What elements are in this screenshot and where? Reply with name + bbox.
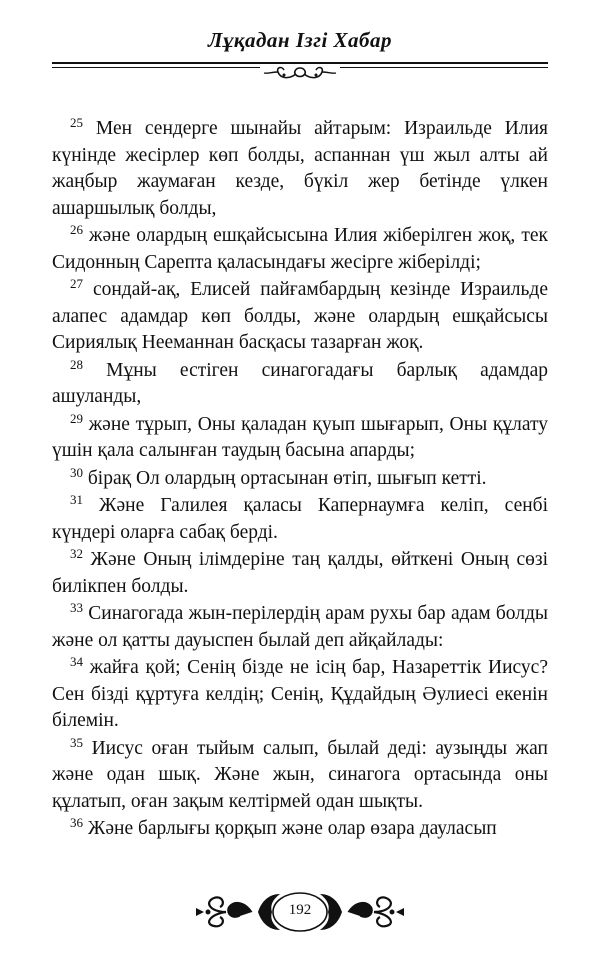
verse-text: Және Галилея қаласы Капернаумға келіп, сенбі күндері оларға сабақ берді. bbox=[52, 495, 548, 543]
verse-text: Иисус оған тыйым салып, былай деді: аузыңды жап және одан шық. Және жын, синагога ортасында оны құлатып, оған зақым келтірмей одан шықты. bbox=[52, 737, 548, 812]
verse-number: 33 bbox=[70, 600, 83, 615]
verse-number: 27 bbox=[70, 276, 83, 291]
verse-number: 31 bbox=[70, 492, 83, 507]
verse-text: Және барлығы қорқып және олар өзара дауласып bbox=[83, 818, 497, 839]
verse-number: 30 bbox=[70, 464, 83, 480]
header-ornament-icon bbox=[260, 64, 340, 84]
verse-28 bbox=[52, 358, 548, 411]
verse-text: жайға қой; Сенің бізде не ісің бар, Назареттік Иисус? Сен бізді құртуға келдің; Сенің, Құдайдың Әулиесі екенін білемін. bbox=[52, 657, 548, 731]
verse-26 bbox=[52, 223, 548, 276]
verse-text: сондай-ақ, Елисей пайғамбардың кезінде Израильде алапес адамдар көп болды, және олардың ешқайсысы Сириялық Нееманнан басқасы тазарған жоқ. bbox=[52, 279, 548, 353]
verse-31 bbox=[52, 493, 548, 546]
verse-number: 36 bbox=[70, 815, 83, 830]
verse-number: 32 bbox=[70, 546, 83, 561]
verse-number: 25 bbox=[70, 115, 83, 130]
scripture-text bbox=[52, 116, 548, 844]
verse-number: 29 bbox=[70, 410, 83, 426]
verse-number: 35 bbox=[70, 734, 83, 750]
verse-number: 34 bbox=[70, 654, 83, 669]
verse-text: Синагогада жын-перілердің арам рухы бар адам болды және ол қатты дауыспен былай деп айқайлады: bbox=[52, 603, 548, 651]
verse-25 bbox=[52, 116, 548, 222]
verse-27 bbox=[52, 277, 548, 357]
page-number: 192 bbox=[288, 902, 312, 918]
verse-text: Мен сендерге шынайы айтарым: Израильде Илия күнінде жесірлер көп болды, аспаннан үш жыл алты ай жаңбыр жаумаған кезде, бүкіл жер бетінде үлкен ашаршылық болды, bbox=[52, 118, 548, 219]
verse-text: және тұрып, Оны қаладан қуып шығарып, Оны құлату үшін қала салынған таудың басына апарды; bbox=[52, 413, 548, 461]
verse-30 bbox=[52, 466, 548, 493]
verse-text: және олардың ешқайсысына Илия жіберілген жоқ, тек Сидонның Сарепта қаласындағы жесірге жіберілді; bbox=[52, 225, 548, 273]
verse-35 bbox=[52, 736, 548, 816]
verse-32 bbox=[52, 547, 548, 600]
verse-text: Мұны естіген синагогадағы барлық адамдар ашуланды, bbox=[52, 359, 548, 407]
verse-29 bbox=[52, 412, 548, 465]
verse-number: 26 bbox=[70, 222, 83, 237]
verse-text: Және Оның ілімдеріне таң қалды, өйткені Оның сөзі билікпен болды. bbox=[52, 549, 548, 597]
verse-33 bbox=[52, 601, 548, 654]
verse-34 bbox=[52, 655, 548, 735]
verse-number: 28 bbox=[70, 356, 83, 372]
book-title: Лұқадан Ізгі Хабар bbox=[207, 28, 393, 52]
verse-36 bbox=[52, 816, 548, 843]
verse-text: бірақ Ол олардың ортасынан өтіп, шығып кетті. bbox=[83, 467, 487, 489]
